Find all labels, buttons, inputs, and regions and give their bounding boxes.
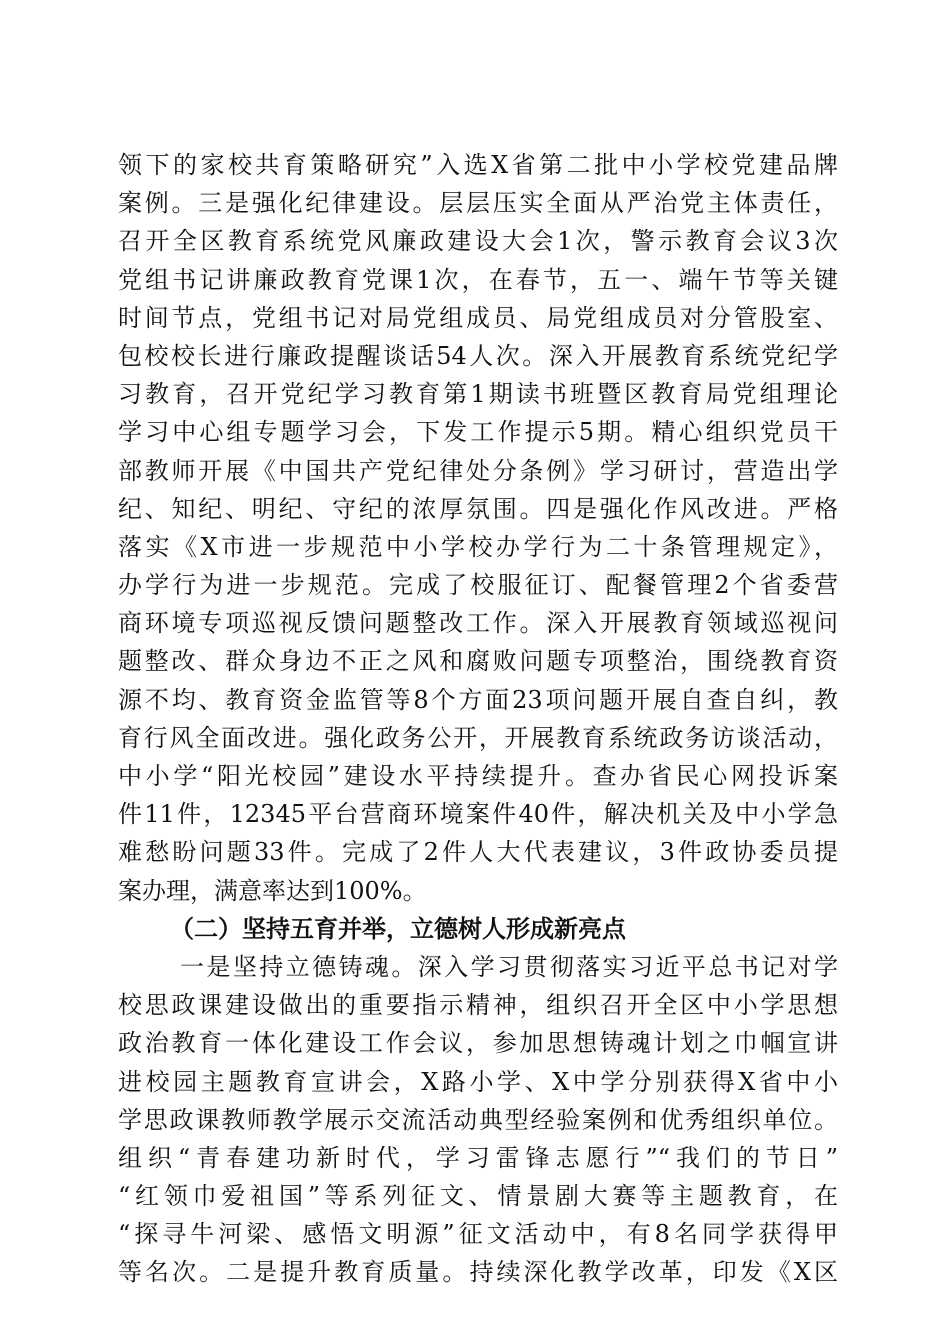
text-line: 商环境专项巡视反馈问题整改工作。深入开展教育领域巡视问 <box>118 609 838 638</box>
text-line: “探寻牛河梁、感悟文明源”征文活动中，有8名同学获得甲 <box>118 1220 838 1249</box>
paragraph-moral-education <box>118 948 838 1292</box>
text-line: 案办理，满意率达到100%。 <box>118 876 427 905</box>
document-body <box>118 146 838 1292</box>
text-line: 进校园主题教育宣讲会，X路小学、X中学分别获得X省中小 <box>118 1067 838 1096</box>
text-line: 案例。三是强化纪律建设。层层压实全面从严治党主体责任， <box>118 189 838 218</box>
text-line: 纪、知纪、明纪、守纪的浓厚氛围。四是强化作风改进。严格 <box>118 494 838 523</box>
text-line: 包校校长进行廉政提醒谈话54人次。深入开展教育系统党纪学 <box>118 341 838 370</box>
text-line: 源不均、教育资金监管等8个方面23项问题开展自查自纠，教 <box>118 685 838 714</box>
section-heading: （二）坚持五育并举，立德树人形成新亮点 <box>170 913 626 943</box>
paragraph-party-discipline <box>118 146 838 910</box>
text-line: 习教育，召开党纪学习教育第1期读书班暨区教育局党组理论 <box>118 380 838 409</box>
text-line: 部教师开展《中国共产党纪律处分条例》学习研讨，营造出学 <box>118 456 838 485</box>
text-line: 落实《X市进一步规范中小学校办学行为二十条管理规定》， <box>118 532 838 561</box>
text-line: 中小学“阳光校园”建设水平持续提升。查办省民心网投诉案 <box>118 762 838 790</box>
text-line: 领下的家校共育策略研究”入选X省第二批中小学校党建品牌 <box>118 151 838 179</box>
text-line: 育行风全面改进。强化政务公开，开展教育系统政务访谈活动， <box>118 723 838 752</box>
text-line: 学思政课教师教学展示交流活动典型经验案例和优秀组织单位。 <box>118 1105 838 1134</box>
text-line: “红领巾爱祖国”等系列征文、情景剧大赛等主题教育，在 <box>118 1182 838 1211</box>
text-line: 件11件，12345平台营商环境案件40件，解决机关及中小学急 <box>118 800 838 829</box>
text-line: 一是坚持立德铸魂。深入学习贯彻落实习近平总书记对学 <box>180 952 838 981</box>
text-line: 办学行为进一步规范。完成了校服征订、配餐管理2个省委营 <box>118 571 838 600</box>
text-line: 学习中心组专题学习会，下发工作提示5期。精心组织党员干 <box>118 418 838 447</box>
text-line: 题整改、群众身边不正之风和腐败问题专项整治，围绕教育资 <box>118 647 838 676</box>
text-line: 召开全区教育系统党风廉政建设大会1次，警示教育会议3次 <box>118 227 838 256</box>
text-line: 党组书记讲廉政教育党课1次，在春节，五一、端午节等关键 <box>118 265 838 294</box>
text-line: 校思政课建设做出的重要指示精神，组织召开全区中小学思想 <box>118 991 838 1020</box>
text-line: 政治教育一体化建设工作会议，参加思想铸魂计划之巾帼宣讲 <box>118 1029 838 1058</box>
text-line: 等名次。二是提升教育质量。持续深化教学改革，印发《X区 <box>118 1258 838 1287</box>
text-line: 组织“青春建功新时代，学习雷锋志愿行”“我们的节日” <box>118 1143 838 1172</box>
text-line: 时间节点，党组书记对局党组成员、局党组成员对分管股室、 <box>118 303 838 332</box>
text-line: 难愁盼问题33件。完成了2件人大代表建议，3件政协委员提 <box>118 838 838 867</box>
